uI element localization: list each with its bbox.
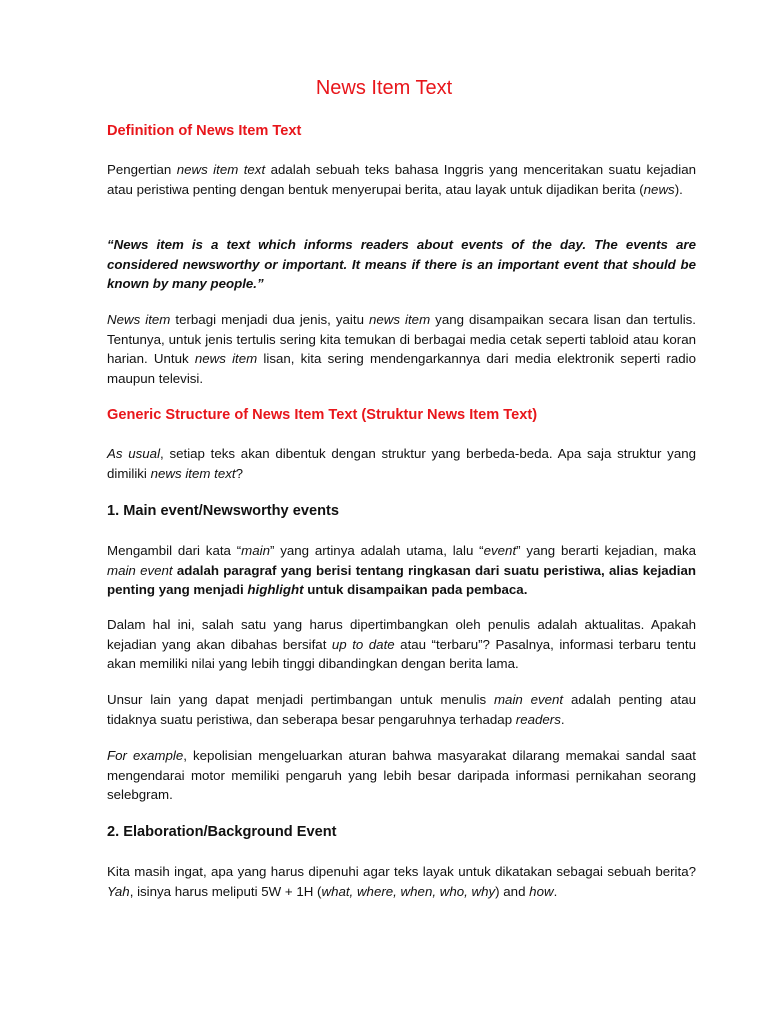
text-run: Dalam hal ini, salah satu yang harus dipertimbangkan oleh penulis adalah aktualitas. Apakah kejadian yang akan dibahas bersifat [107, 617, 696, 652]
text-run-bold-italic: highlight [247, 582, 304, 597]
text-run: adalah penting atau tidaknya suatu peristiwa, dan seberapa besar pengaruhnya terhadap [107, 692, 696, 727]
text-run: ” yang berarti kejadian, maka [516, 543, 696, 558]
paragraph-definition [107, 160, 696, 199]
text-run: , isinya harus meliputi 5W + 1H ( [129, 883, 322, 899]
text-run-italic: For example [107, 748, 184, 763]
paragraph-example [107, 746, 696, 805]
text-run-italic: event [483, 543, 517, 558]
text-run-italic: news item [194, 351, 258, 366]
heading-definition: Definition of News Item Text [107, 123, 302, 139]
text-run-italic: readers [515, 711, 561, 727]
text-run-italic: how [529, 883, 554, 899]
paragraph-elaboration [107, 862, 696, 901]
text-run-italic: news [643, 181, 675, 197]
heading-main-event: 1. Main event/Newsworthy events [107, 503, 339, 519]
text-run: adalah sebuah teks bahasa Inggris yang menceritakan suatu kejadian atau peristiwa penting dengan bentuk menyerupai berita, atau layak untuk dijadikan berita ( [107, 162, 697, 197]
text-run: . [553, 883, 558, 899]
text-run: ). [674, 181, 683, 197]
text-run-italic: main event [493, 692, 564, 707]
text-run-italic: news item text [150, 465, 236, 481]
text-run-italic: news item text [176, 162, 266, 177]
text-run: yang disampaikan secara lisan dan tertulis. Tentunya, untuk jenis tertulis sering kita temukan di berbagai media cetak seperti tabloid atau koran harian. Untuk [107, 312, 696, 366]
text-run: ? [235, 465, 243, 481]
text-run: Kita masih ingat, apa yang harus dipenuhi agar teks layak untuk dikatakan sebagai sebuah berita? [107, 864, 696, 879]
text-run: Unsur lain yang dapat menjadi pertimbangan untuk menulis [107, 692, 494, 707]
definition-quote: “News item is a text which informs readers about events of the day. The events are considered newsworthy or important. It means if there is an important event that should be known by many people.” [107, 237, 696, 291]
text-run: atau “terbaru”? Pasalnya, informasi terbaru tentu akan memiliki nilai yang lebih tinggi dibandingkan dengan berita lama. [107, 636, 696, 671]
text-run: Pengertian [107, 162, 177, 177]
text-run: , setiap teks akan dibentuk dengan struktur yang berbeda-beda. Apa saja struktur yang dimiliki [107, 446, 697, 481]
text-run: terbagi menjadi dua jenis, yaitu [170, 312, 369, 327]
text-run-italic: News item [107, 312, 171, 327]
paragraph-importance [107, 690, 696, 729]
heading-elaboration: 2. Elaboration/Background Event [107, 824, 337, 840]
heading-generic-structure: Generic Structure of News Item Text (Struktur News Item Text) [107, 407, 538, 423]
text-run: , kepolisian mengeluarkan aturan bahwa masyarakat dilarang memakai sandal saat mengendarai motor memiliki pengaruh yang lebih besar daripada informasi pernikahan seorang selebgram. [107, 748, 696, 802]
paragraph-main-event-definition [107, 541, 696, 600]
text-run-italic: Yah [107, 883, 130, 899]
document-title: News Item Text [315, 77, 453, 99]
paragraph-actuality [107, 615, 696, 674]
text-run-bold: untuk disampaikan pada pembaca. [303, 582, 528, 597]
text-run-italic: what, where, when, who, why [321, 883, 496, 899]
text-run: ” yang artinya adalah utama, lalu “ [269, 543, 484, 558]
text-run: lisan, kita sering mendengarkannya dari media elektronik seperti radio maupun televisi. [107, 351, 696, 386]
paragraph-news-item-types [107, 310, 696, 388]
text-run-italic: main [241, 543, 270, 558]
text-run: ) and [495, 883, 530, 899]
text-run: . [560, 711, 565, 727]
paragraph-structure-intro [107, 444, 696, 483]
text-run-italic: main event [107, 562, 173, 578]
text-run-bold: adalah paragraf yang berisi tentang ringkasan dari suatu peristiwa, alias kejadian penting yang menjadi [107, 562, 697, 597]
text-run-italic: As usual [107, 446, 161, 461]
text-run-italic: up to date [331, 636, 395, 652]
text-run: Mengambil dari kata “ [107, 543, 242, 558]
text-run-italic: news item [368, 312, 431, 327]
